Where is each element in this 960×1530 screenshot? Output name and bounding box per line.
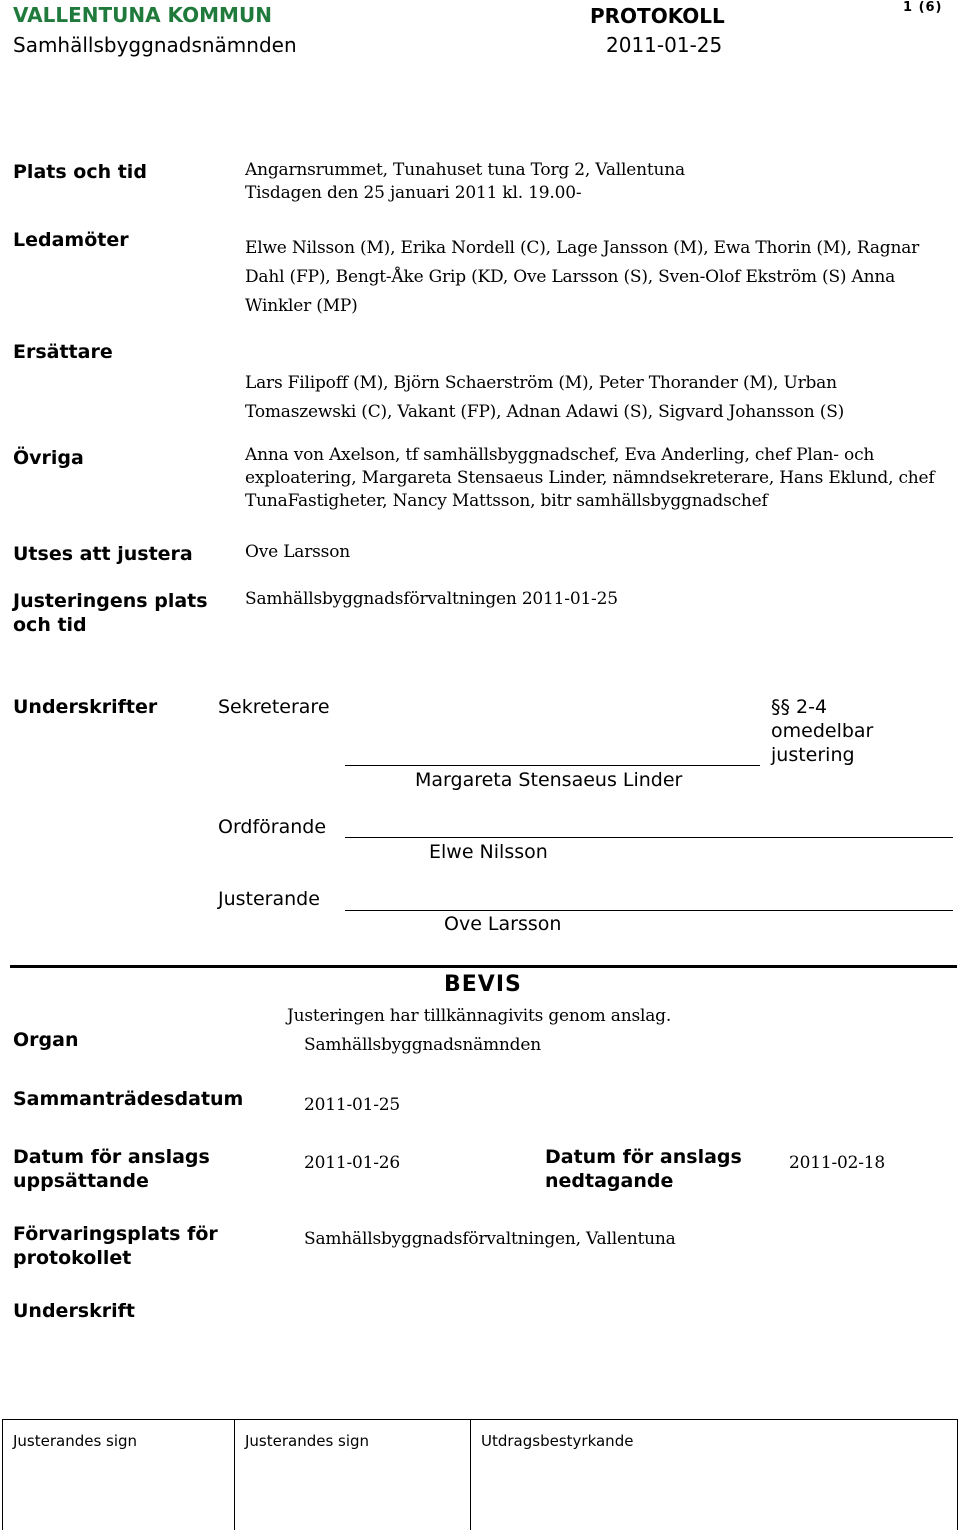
signatures-label: Underskrifter xyxy=(13,696,158,718)
chair-role: Ordförande xyxy=(218,816,327,838)
footer-box-adjuster-sign-1 xyxy=(2,1419,234,1530)
footer-box-adjuster-sign-2 xyxy=(234,1419,470,1530)
footer-box-extract-certification xyxy=(470,1419,958,1530)
substitutes-value: Lars Filipoff (M), Björn Schaerström (M), Peter Thorander (M), Urban Tomaszewski (C), Vakant (FP), Adnan Adawi (S), Sigvard Johansson (S) xyxy=(245,373,845,422)
place-value: Angarnsrummet, Tunahuset tuna Torg 2, Vallentuna Tisdagen den 25 januari 2011 kl. 19.00- xyxy=(245,160,685,203)
storage-label: Förvaringsplats för protokollet xyxy=(13,1223,218,1269)
secretary-name: Margareta Stensaeus Linder xyxy=(415,769,683,791)
footer-box-label: Utdragsbestyrkande xyxy=(481,1432,634,1450)
removed-date-label: Datum för anslags nedtagande xyxy=(545,1146,742,1192)
removed-date-value: 2011-02-18 xyxy=(789,1153,886,1173)
bevis-divider xyxy=(10,965,957,968)
footer-box-label: Justerandes sign xyxy=(13,1432,138,1450)
adjuster-role: Justerande xyxy=(218,888,320,910)
meeting-date-label: Sammanträdesdatum xyxy=(13,1088,244,1110)
posted-date-value: 2011-01-26 xyxy=(304,1153,401,1173)
signature-label: Underskrift xyxy=(13,1300,135,1322)
document-date: 2011-01-25 xyxy=(606,33,723,57)
footer-box-label: Justerandes sign xyxy=(245,1432,370,1450)
adjuster-value: Ove Larsson xyxy=(245,542,350,562)
substitutes-label: Ersättare xyxy=(13,341,113,363)
adjuster-name: Ove Larsson xyxy=(444,913,562,935)
storage-value: Samhällsbyggnadsförvaltningen, Vallentuna xyxy=(304,1229,676,1249)
members-label: Ledamöter xyxy=(13,229,129,251)
committee-name: Samhällsbyggnadsnämnden xyxy=(13,33,297,57)
municipality-name: VALLENTUNA KOMMUN xyxy=(13,3,272,27)
adjust-place-label: Justeringens plats och tid xyxy=(13,590,208,636)
paragraph-note: §§ 2-4 omedelbar justering xyxy=(771,696,874,766)
others-label: Övriga xyxy=(13,447,84,469)
chair-signature-line xyxy=(345,837,953,838)
secretary-signature-line xyxy=(345,765,760,766)
adjuster-label: Utses att justera xyxy=(13,543,193,565)
organ-label: Organ xyxy=(13,1029,79,1051)
members-value: Elwe Nilsson (M), Erika Nordell (C), Lage Jansson (M), Ewa Thorin (M), Ragnar Dahl (FP), Bengt-Åke Grip (KD, Ove Larsson (S), Sven-Olof Ekström (S) Anna Winkler (MP) xyxy=(245,238,920,316)
others-value: Anna von Axelson, tf samhällsbyggnadschef, Eva Anderling, chef Plan- och exploatering, Margareta Stensaeus Linder, nämndsekreterare, Hans Eklund, chef TunaFastigheter, Nancy Mattsson, bitr samhällsbyggnadschef xyxy=(245,445,935,511)
bevis-intro: Justeringen har tillkännagivits genom anslag. xyxy=(287,1006,672,1026)
adjust-place-value: Samhällsbyggnadsförvaltningen 2011-01-25 xyxy=(245,589,618,609)
place-label: Plats och tid xyxy=(13,161,147,183)
bevis-title: BEVIS xyxy=(444,972,522,997)
page-number: 1 (6) xyxy=(903,0,943,15)
chair-name: Elwe Nilsson xyxy=(429,841,548,863)
adjuster-signature-line xyxy=(345,910,953,911)
organ-value: Samhällsbyggnadsnämnden xyxy=(304,1035,541,1055)
document-type: PROTOKOLL xyxy=(590,4,725,28)
meeting-date-value: 2011-01-25 xyxy=(304,1095,401,1115)
secretary-role: Sekreterare xyxy=(218,696,330,718)
posted-date-label: Datum för anslags uppsättande xyxy=(13,1146,210,1192)
